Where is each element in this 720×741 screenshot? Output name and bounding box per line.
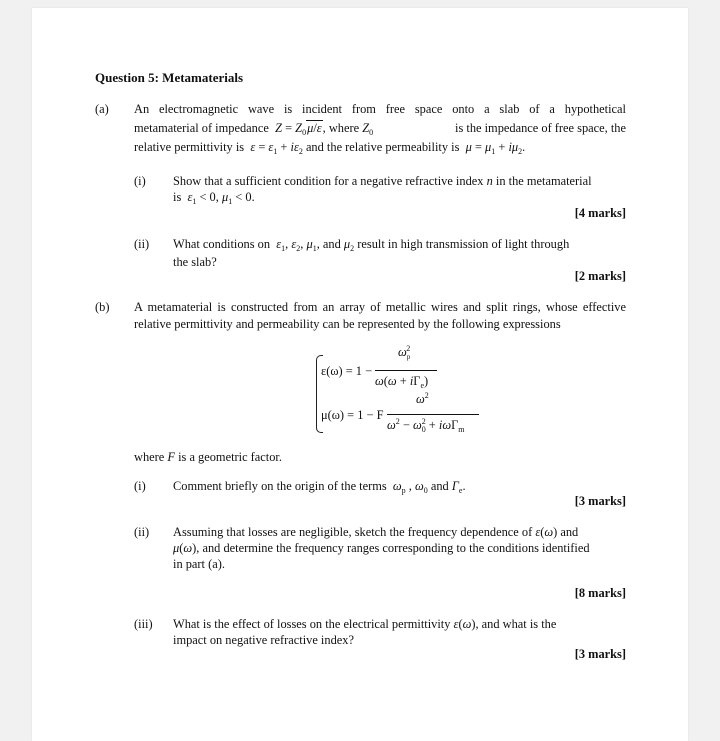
epsilon-fraction-bar [375,370,437,371]
part-b-label: (b) [95,300,110,314]
negative-index-condition: $\varepsilon_1 < 0$, $\mu_1 < 0$. [187,190,255,206]
epsilon-omega-symbol-2: ε(ω) [453,617,476,631]
epsilon-denominator: $\omega(\omega + i\Gamma_e)$ [375,374,429,390]
mu-omega-symbol: μ(ω) [173,541,197,555]
part-a-line-3 [134,138,525,157]
terms-symbols: $\omega_p$ , $\omega_0$ and $\Gamma_e$. [392,479,466,495]
part-a-ii-text: What conditions on [173,237,271,251]
f-symbol: F [167,450,175,464]
part-b-iii-marks: [3 marks] [574,647,626,661]
part-b-ii-label: (ii) [134,525,150,539]
part-a-ii-line-2: the slab? [173,255,217,269]
epsilon-numerator: $\omega_p^2$ [398,344,411,361]
part-a-line-2 [134,119,626,138]
part-b-iii-label: (iii) [134,617,153,631]
where-text: , where [322,121,360,135]
epsilon-omega-symbol: ε(ω) and [535,525,579,539]
permeability-formula: $\mu = \mu_1 + i\mu_2$. [465,140,526,156]
part-a-line-1: An electromagnetic wave is incident from free space onto a slab of a hypothetical [134,102,626,116]
part-b-iii-line-2: impact on negative refractive index? [173,633,354,647]
permittivity-formula: $\varepsilon = \varepsilon_1 + i\varepsilon_2$ [250,140,303,156]
part-a-i-text: Show that a sufficient condition for a negative refractive index [173,174,484,188]
where-f-text: where [134,450,165,464]
part-b-iii-text-2: , and what is the [475,617,557,631]
part-a-line-3-text: relative permittivity is [134,140,245,154]
part-a-ii-marks: [2 marks] [574,269,626,283]
part-b-ii-text-1: Assuming that losses are negligible, sketch the frequency dependence of [173,525,533,539]
part-b-ii-marks: [8 marks] [574,586,626,600]
part-b-i-label: (i) [134,479,146,493]
mu-numerator: $\omega^2$ [416,391,429,406]
n-symbol: n [486,174,493,188]
part-a-i-marks: [4 marks] [574,206,626,220]
where-f-line [134,448,282,467]
mu-lhs-text: μ(ω) = 1 − F [321,408,384,422]
part-a-i-text2: in the metamaterial [495,174,592,188]
part-a-ii-text3: result in high transmission of light through [357,237,570,251]
part-a-ii-line-1 [173,235,569,254]
part-b-ii-text-2: , and determine the frequency ranges corresponding to the conditions identified [196,541,590,555]
part-a-ii-label: (ii) [134,237,150,251]
mu-equation-lhs [321,408,384,423]
part-b-i-text: Comment briefly on the origin of the terms [173,479,387,493]
question-title: Question 5: Metamaterials [95,70,244,85]
epsilon-lhs-text: ε(ω) = 1 − [321,364,373,378]
part-a-ii-and: and [322,237,341,251]
part-b-ii-line-2 [173,539,590,558]
part-a-line-3-tail: and the relative permeability is [305,140,460,154]
part-a-line-2-text: metamaterial of impedance [134,121,269,135]
mu2-symbol: $\mu_2$ [343,237,355,253]
epsilon-equation-lhs [321,364,372,379]
part-a-i-line-2 [173,188,255,207]
part-a-i-text3: is [173,190,182,204]
conditions-symbols: $\varepsilon_1$, $\varepsilon_2$, $\mu_1$, [276,237,320,253]
mu-fraction-bar [387,414,479,415]
part-b-iii-text-1: What is the effect of losses on the electrical permittivity [173,617,451,631]
part-a-i-label: (i) [134,174,146,188]
z0-symbol: $Z_0$ [362,121,374,137]
where-f-text2: is a geometric factor. [178,450,282,464]
part-a-label: (a) [95,102,109,116]
mu-denominator: $\omega^2 - \omega_0^2 + i\omega\Gamma_m$ [387,417,465,434]
part-b-line-1: A metamaterial is constructed from an array of metallic wires and split rings, whose effective [134,300,626,314]
part-b-line-2: relative permittivity and permeability can be represented by the following expressions [134,317,561,331]
impedance-formula: $Z = Z_0\mu/\varepsilon$ [275,121,322,137]
part-b-i-line [173,477,466,496]
part-a-line-2-tail: is the impedance of free space, the [455,121,626,135]
document-page [32,8,688,741]
part-b-i-marks: [3 marks] [574,494,626,508]
part-b-ii-line-3: in part (a). [173,557,225,571]
